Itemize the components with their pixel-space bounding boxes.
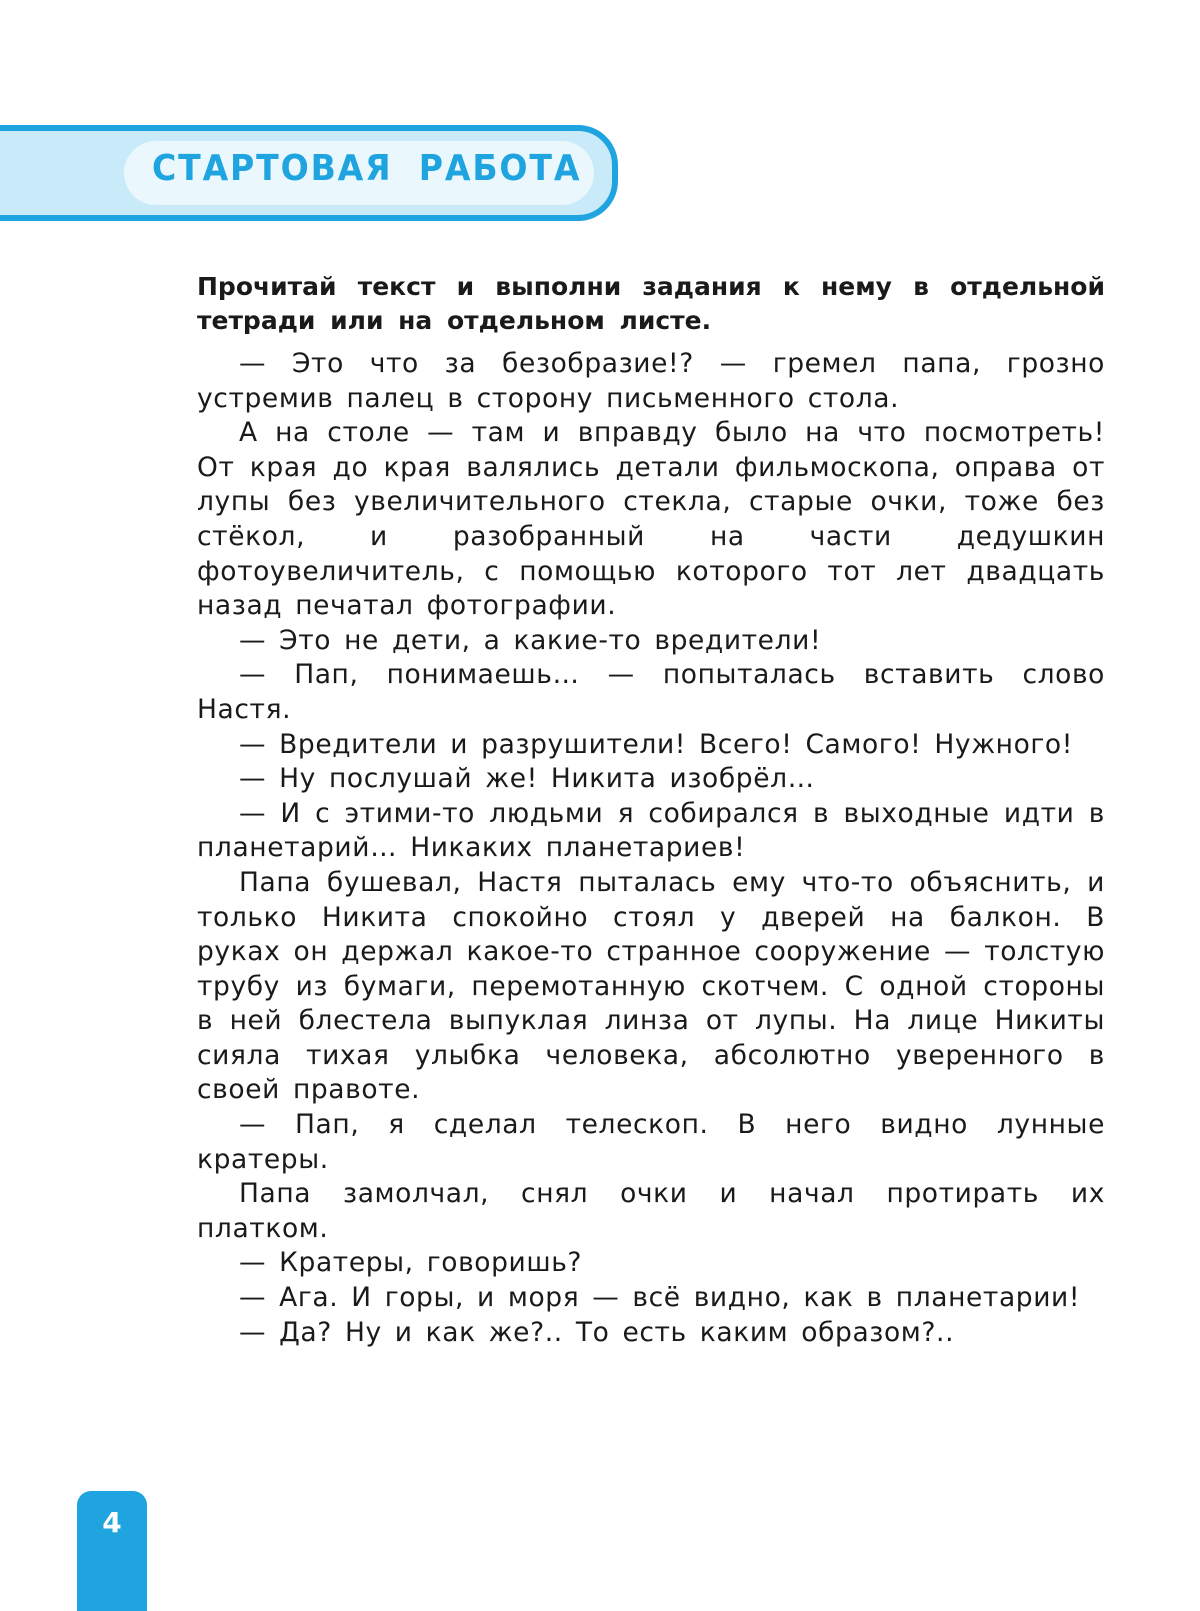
paragraph: — Это не дети, а какие-то вредители! [239, 624, 822, 656]
paragraph: — И с этими-то людьми я собирался в выходные идти в планетарий… Никаких планетариев! [197, 797, 1105, 864]
paragraph: Папа замолчал, снял очки и начал протирать их платком. [197, 1178, 1105, 1244]
paragraph: — Ага. И горы, и моря — всё видно, как в планетарии! [239, 1282, 1081, 1314]
paragraph: — Пап, я сделал телескоп. В него видно лунные кратеры. [197, 1109, 1105, 1175]
page-number: 4 [102, 1506, 122, 1539]
page-title: СТАРТОВАЯ РАБОТА [152, 148, 582, 189]
task-instruction: Прочитай текст и выполни задания к нему в отдельной тетради или на отдельном листе. [197, 272, 1105, 335]
paragraph: Папа бушевал, Настя пыталась ему что-то объяснить, и только Никита спокойно стоял у дверей на балкон. В руках он держал какое-то странное сооружение — толстую трубу из бумаги, перемотанную скотчем. С одной стороны в ней блестела выпуклая линза от лупы. На лице Никиты сияла тихая улыбка человека, абсолютно уверенного в своей правоте. [197, 866, 1105, 1106]
paragraph: — Это что за безобразие!? — гремел папа, грозно устремив палец в сторону письменного стола. [197, 348, 1105, 414]
paragraph: — Ну послушай же! Никита изобрёл… [239, 763, 815, 795]
paragraph: — Пап, понимаешь… — попыталась вставить слово Настя. [197, 659, 1105, 725]
text-block [197, 270, 1105, 1350]
paragraph: А на столе — там и вправду было на что посмотреть! От края до края валялись детали фильмоскопа, оправа от лупы без увеличительного стекла, старые очки, тоже без стёкол, и разобранный на части дедушкин фотоувеличитель, с помощью которого тот лет двадцать назад печатал фотографии. [197, 417, 1105, 622]
paragraph: — Вредители и разрушители! Всего! Самого! Нужного! [239, 728, 1073, 760]
paragraph: — Кратеры, говоришь? [239, 1247, 583, 1279]
paragraph: — Да? Ну и как же?.. То есть каким образом?.. [239, 1316, 955, 1348]
